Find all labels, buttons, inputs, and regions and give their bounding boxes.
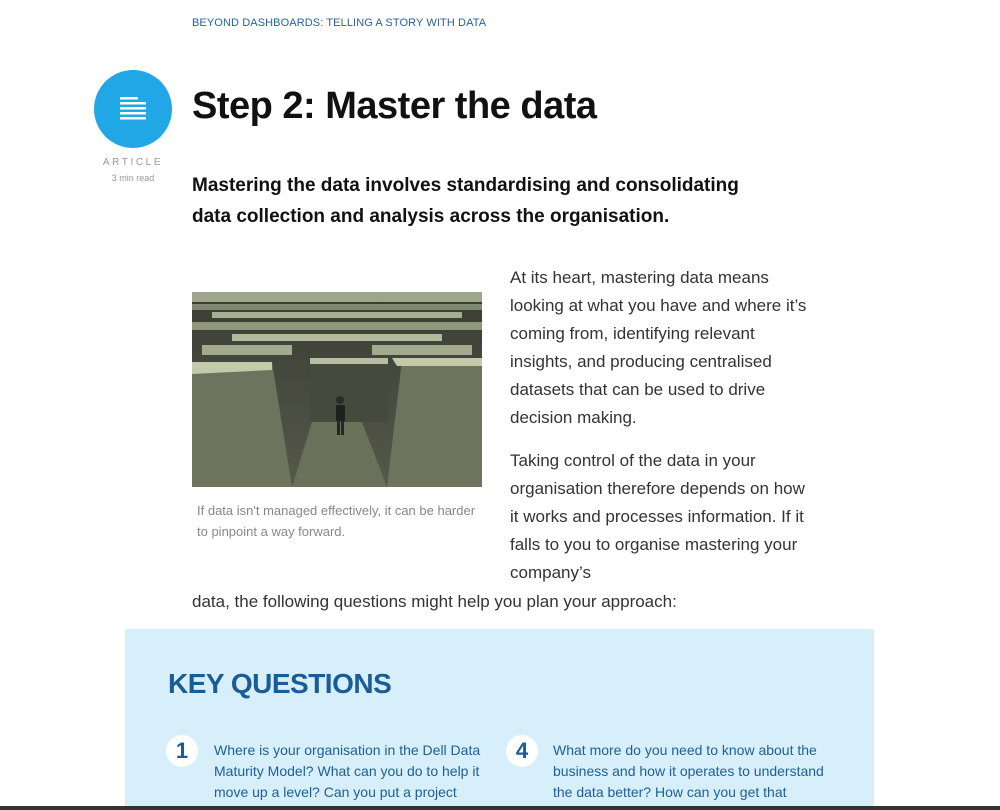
- bottom-edge-bar: [0, 806, 1000, 810]
- key-questions-title: KEY QUESTIONS: [168, 668, 392, 699]
- maze-image: [192, 292, 482, 487]
- question-text: What more do you need to know about the business and how it operates to understand the data better? How can you get that: [553, 742, 824, 800]
- question-text: Where is your organisation in the Dell Data Maturity Model? What can you do to help it move up a level? Can you put a project: [214, 742, 481, 800]
- body-paragraph-1: At its heart, mastering data means looking at what you have and where it’s coming from, identifying relevant insights, and producing centralised datasets that can be used to drive decision making.: [510, 268, 807, 427]
- page-title: Step 2: Master the data: [192, 85, 597, 127]
- maze-illustration: [192, 292, 482, 487]
- article-lines-icon: [94, 70, 172, 148]
- question-number: 4: [506, 735, 538, 767]
- lead-paragraph: Mastering the data involves standardising and consolidating data collection and analysis across the organisation.: [192, 175, 739, 227]
- content-type-label: ARTICLE: [102, 157, 164, 168]
- question-number: 1: [166, 735, 198, 767]
- body-paragraph-2-continued: data, the following questions might help you plan your approach:: [192, 592, 677, 611]
- image-caption: If data isn't managed effectively, it can be harder to pinpoint a way forward.: [197, 503, 476, 539]
- section-kicker[interactable]: BEYOND DASHBOARDS: TELLING A STORY WITH DATA: [192, 17, 487, 29]
- body-paragraph-2: Taking control of the data in your organisation therefore depends on how it works and processes information. If it falls to you to organise mastering your company’s: [510, 451, 805, 582]
- article-icon: [94, 70, 172, 148]
- read-time: 3 min read: [111, 173, 155, 183]
